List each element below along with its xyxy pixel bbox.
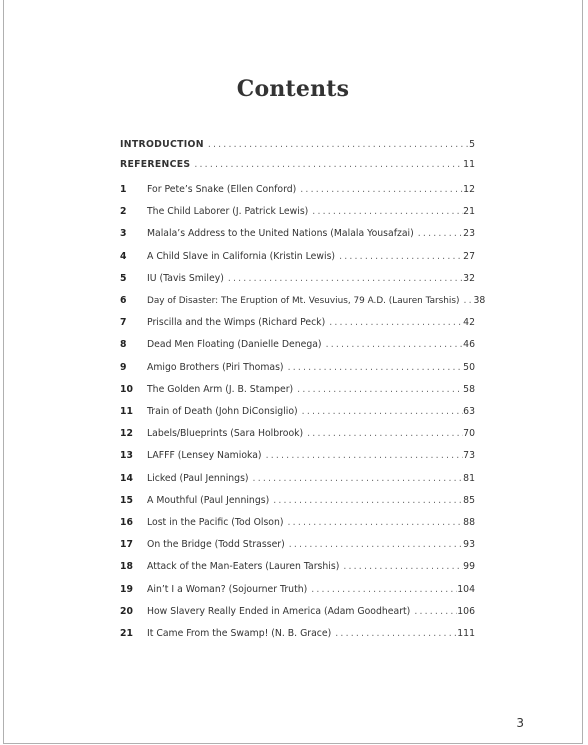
toc-entry-number: 14 <box>120 472 133 484</box>
toc-entry-number: 4 <box>120 250 127 262</box>
toc-entry-page: 12 <box>463 184 475 195</box>
document-page <box>3 0 583 744</box>
toc-entry-number: 5 <box>120 272 127 284</box>
dot-leader <box>410 604 457 620</box>
dot-leader <box>269 493 463 509</box>
toc-entry-number: 21 <box>120 628 133 639</box>
toc-entry-page: 93 <box>463 539 475 551</box>
dot-leader <box>262 448 464 464</box>
dot-leader <box>285 537 463 553</box>
toc-entry-title: Train of Death (John DiConsiglio) <box>147 406 298 417</box>
dot-leader <box>296 182 463 198</box>
toc-entry-page: 106 <box>457 605 475 617</box>
toc-entry[interactable] <box>120 448 475 464</box>
dot-leader <box>224 271 463 287</box>
toc-entry-page: 85 <box>463 494 475 506</box>
toc-entry-title: Licked (Paul Jennings) <box>147 472 249 484</box>
toc-entry[interactable] <box>120 315 475 331</box>
toc-entry-title: Lost in the Pacific (Tod Olson) <box>147 517 284 528</box>
toc-entry-title: LAFFF (Lensey Namioka) <box>147 450 262 462</box>
toc-entry-page: 50 <box>463 361 475 373</box>
toc-entry-number: 17 <box>120 539 133 551</box>
toc-entry[interactable] <box>120 204 475 220</box>
toc-entry-number: 7 <box>120 317 127 329</box>
toc-entry-page: 38 <box>473 295 486 306</box>
toc-entry-title: A Mouthful (Paul Jennings) <box>147 494 270 506</box>
toc-entry-title: It Came From the Swamp! (N. B. Grace) <box>147 628 332 639</box>
toc-entry-introduction[interactable] <box>120 137 475 153</box>
toc-entry-page: 73 <box>463 450 475 462</box>
toc-entry-number: 6 <box>120 295 127 306</box>
dot-leader <box>414 226 463 242</box>
toc-entry[interactable] <box>120 182 475 198</box>
dot-leader <box>322 337 464 353</box>
toc-entry-title: Labels/Blueprints (Sara Holbrook) <box>147 428 304 440</box>
toc-entry-number: 10 <box>120 383 133 395</box>
dot-leader <box>307 582 457 598</box>
toc-entry[interactable] <box>120 271 475 287</box>
page-number: 3 <box>516 716 524 730</box>
dot-leader <box>331 626 457 642</box>
toc-entry-page: 70 <box>463 428 475 440</box>
toc-entry-page: 32 <box>463 272 475 284</box>
toc-entry-label: INTRODUCTION <box>120 139 204 150</box>
toc-entry-page: 11 <box>463 159 475 170</box>
toc-entry[interactable] <box>120 471 475 487</box>
toc-entry[interactable] <box>120 604 475 620</box>
toc-entry-references[interactable] <box>120 157 475 173</box>
toc-entry-title: For Pete’s Snake (Ellen Conford) <box>147 184 297 195</box>
toc-entry[interactable] <box>120 226 475 242</box>
toc-entry-page: 81 <box>463 472 475 484</box>
dot-leader <box>190 157 463 173</box>
toc-entry[interactable] <box>120 493 475 509</box>
toc-entry-title: Amigo Brothers (Piri Thomas) <box>147 361 284 373</box>
toc-entry[interactable] <box>120 337 475 353</box>
toc-entry[interactable] <box>120 360 475 376</box>
toc-entry[interactable] <box>120 293 486 309</box>
dot-leader <box>303 426 463 442</box>
toc-entry-number: 13 <box>120 450 133 462</box>
toc-entry-number: 2 <box>120 206 127 218</box>
toc-entry-page: 21 <box>463 206 475 218</box>
dot-leader <box>339 559 463 575</box>
toc-entry-title: On the Bridge (Todd Strasser) <box>147 539 285 551</box>
toc-entry[interactable] <box>120 426 475 442</box>
page-title: Contents <box>236 76 350 102</box>
dot-leader <box>293 382 463 398</box>
toc-entry-page: 23 <box>463 228 475 240</box>
toc-entry-number: 1 <box>120 184 127 195</box>
toc-entry-page: 111 <box>457 628 475 639</box>
toc-entry-title: Day of Disaster: The Eruption of Mt. Vesuvius, 79 A.D. (Lauren Tarshis) <box>147 296 460 306</box>
dot-leader <box>298 404 463 420</box>
toc-entry-page: 63 <box>463 406 475 417</box>
toc-entry[interactable] <box>120 404 475 420</box>
toc-entry-number: 18 <box>120 561 133 573</box>
toc-entry[interactable] <box>120 626 475 642</box>
toc-entry-page: 5 <box>469 139 475 150</box>
toc-entry-page: 104 <box>457 583 475 595</box>
toc-entry-title: The Child Laborer (J. Patrick Lewis) <box>147 206 309 218</box>
toc-entry-title: IU (Tavis Smiley) <box>147 272 224 284</box>
toc-entry-number: 12 <box>120 428 133 440</box>
dot-leader <box>284 515 464 531</box>
toc-entry-title: The Golden Arm (J. B. Stamper) <box>147 383 294 395</box>
toc-entry[interactable] <box>120 382 475 398</box>
toc-entry-number: 19 <box>120 583 133 595</box>
dot-leader <box>459 293 473 309</box>
toc-entry-number: 11 <box>120 406 133 417</box>
toc-entry-title: Priscilla and the Wimps (Richard Peck) <box>147 317 326 329</box>
toc-entry-page: 42 <box>463 317 475 329</box>
toc-entry-title: How Slavery Really Ended in America (Adam Goodheart) <box>147 605 411 617</box>
toc-entry-label: REFERENCES <box>120 159 191 170</box>
toc-entry-title: Dead Men Floating (Danielle Denega) <box>147 339 322 351</box>
toc-entry-number: 16 <box>120 517 133 528</box>
dot-leader <box>204 137 469 153</box>
toc-entry[interactable] <box>120 249 475 265</box>
toc-entry-number: 3 <box>120 228 127 240</box>
toc-entry[interactable] <box>120 582 475 598</box>
dot-leader <box>325 315 463 331</box>
toc-entry-page: 27 <box>463 250 475 262</box>
toc-entry-title: Attack of the Man-Eaters (Lauren Tarshis) <box>147 561 340 573</box>
dot-leader <box>284 360 464 376</box>
toc-entry[interactable] <box>120 537 475 553</box>
toc-entry-number: 15 <box>120 494 133 506</box>
toc-entry[interactable] <box>120 559 475 575</box>
dot-leader <box>249 471 464 487</box>
toc-entry-title: Ain’t I a Woman? (Sojourner Truth) <box>147 583 308 595</box>
toc-entry-page: 99 <box>463 561 475 573</box>
dot-leader <box>335 249 463 265</box>
toc-entry-number: 9 <box>120 361 127 373</box>
toc-entry-title: A Child Slave in California (Kristin Lewis) <box>147 250 336 262</box>
toc-entry-number: 8 <box>120 339 127 351</box>
toc-entry[interactable] <box>120 515 475 531</box>
toc-entry-page: 88 <box>463 517 475 528</box>
toc-entry-page: 58 <box>463 383 475 395</box>
toc-entry-number: 20 <box>120 605 133 617</box>
toc-entry-title: Malala’s Address to the United Nations (Malala Yousafzai) <box>147 228 414 240</box>
dot-leader <box>308 204 463 220</box>
toc-entry-page: 46 <box>463 339 475 351</box>
